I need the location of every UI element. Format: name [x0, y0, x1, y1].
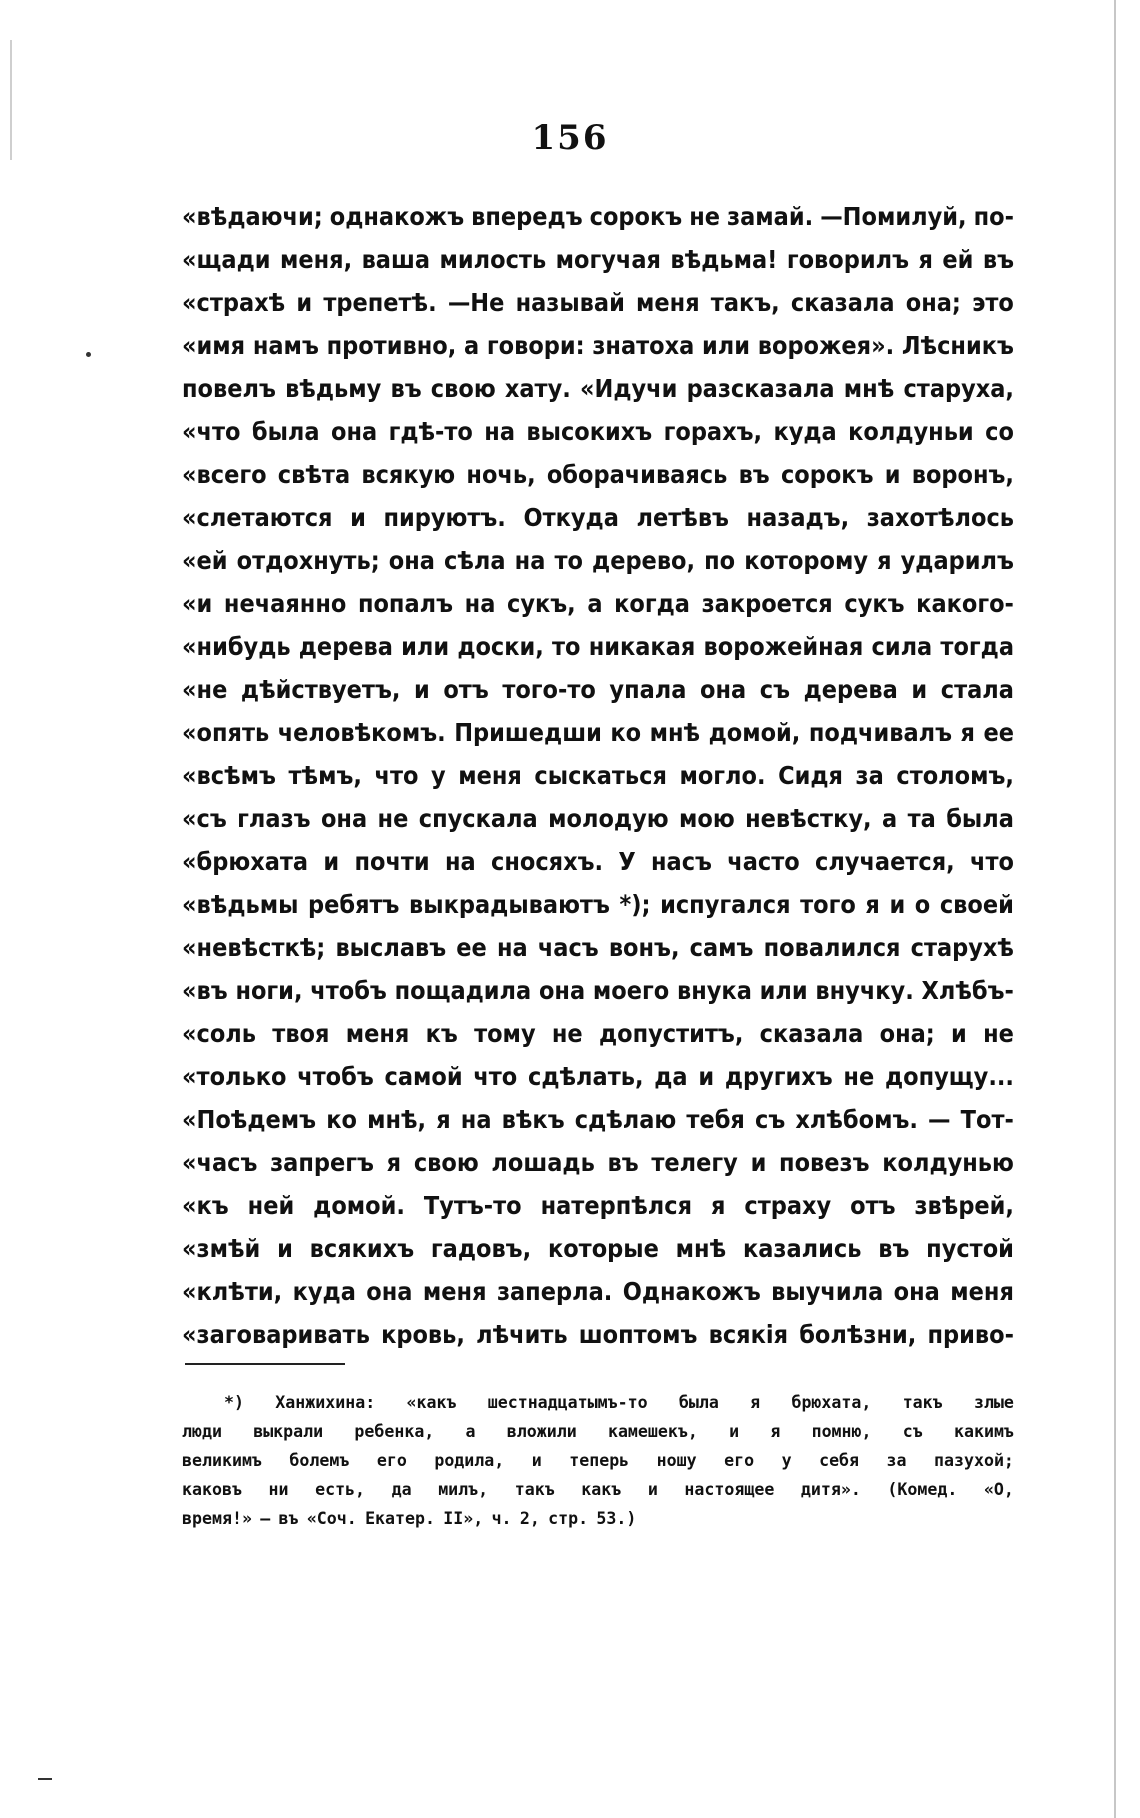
text-line: «щади меня, ваша милость могучая вѣдьма! говорилъ я ей въ: [182, 245, 1014, 274]
text-line: «слетаются и пируютъ. Откуда летѣвъ назадъ, захотѣлось: [182, 503, 1014, 532]
text-line: «Поѣдемъ ко мнѣ, я на вѣкъ сдѣлаю тебя съ хлѣбомъ. — Тот-: [182, 1105, 1014, 1134]
text-line: «къ ней домой. Тутъ-то натерпѣлся я страху отъ звѣрей,: [182, 1191, 1014, 1220]
text-line: «брюхата и почти на сносяхъ. У насъ часто случается, что: [182, 847, 1014, 876]
footnote-line: *) Ханжихина: «какъ шестнадцатымъ-то была я брюхата, такъ злые: [224, 1393, 1014, 1412]
text-line: «часъ запрегъ я свою лошадь въ телегу и повезъ колдунью: [182, 1148, 1014, 1177]
text-line: «соль твоя меня къ тому не допуститъ, сказала она; и не: [182, 1019, 1014, 1048]
footnote-line: время!» — въ «Соч. Екатер. II», ч. 2, стр. 53.): [182, 1509, 637, 1528]
footnote-block: [182, 1388, 1014, 1533]
text-line: «опять человѣкомъ. Пришедши ко мнѣ домой, подчивалъ я ее: [182, 718, 1014, 747]
text-line: «въ ноги, чтобъ пощадила она моего внука или внучку. Хлѣбъ-: [182, 976, 1014, 1005]
text-line: «не дѣйствуетъ, и отъ того-то упала она съ дерева и стала: [182, 675, 1014, 704]
text-line: «клѣти, куда она меня заперла. Однакожъ выучила она меня: [182, 1277, 1014, 1306]
footnote-line: люди выкрали ребенка, а вложили камешекъ, и я помню, съ какимъ: [182, 1422, 1014, 1441]
scan-speck: [38, 1778, 52, 1780]
main-text: [182, 195, 1014, 1356]
text-line: «вѣдаючи; однакожъ впередъ сорокъ не замай. —Помилуй, по-: [182, 202, 1014, 231]
text-line: «всего свѣта всякую ночь, оборачиваясь въ сорокъ и воронъ,: [182, 460, 1014, 489]
footnote-line: каковъ ни есть, да милъ, такъ какъ и настоящее дитя». (Комед. «О,: [182, 1480, 1014, 1499]
footnote-line: великимъ болемъ его родила, и теперь ношу его у себя за пазухой;: [182, 1451, 1014, 1470]
text-line: «заговаривать кровь, лѣчить шоптомъ всякія болѣзни, приво-: [182, 1320, 1014, 1349]
text-line: «только чтобъ самой что сдѣлать, да и другихъ не допущу...: [182, 1062, 1014, 1091]
text-line: «и нечаянно попалъ на сукъ, а когда закроется сукъ какого-: [182, 589, 1014, 618]
text-line: «страхѣ и трепетѣ. —Не называй меня такъ, сказала она; это: [182, 288, 1014, 317]
text-line: повелъ вѣдьму въ свою хату. «Идучи разсказала мнѣ старуха,: [182, 374, 1014, 403]
page-number: 156: [531, 118, 609, 158]
text-line: «что была она гдѣ-то на высокихъ горахъ, куда колдуньи со: [182, 417, 1014, 446]
scan-speck: [86, 352, 91, 357]
text-line: «всѣмъ тѣмъ, что у меня сыскаться могло. Сидя за столомъ,: [182, 761, 1014, 790]
text-line: «ей отдохнуть; она сѣла на то дерево, по которому я ударилъ: [182, 546, 1014, 575]
text-line: «съ глазъ она не спускала молодую мою невѣстку, а та была: [182, 804, 1014, 833]
text-line: «имя намъ противно, а говори: знатоха или ворожея». Лѣсникъ: [182, 331, 1014, 360]
page-edge-line: [1114, 0, 1116, 1818]
text-line: «вѣдьмы ребятъ выкрадываютъ *); испугался того я и о своей: [182, 890, 1014, 919]
text-line: «невѣсткѣ; выславъ ее на часъ вонъ, самъ повалился старухѣ: [182, 933, 1014, 962]
footnote-separator: [185, 1363, 345, 1365]
text-line: «змѣй и всякихъ гадовъ, которые мнѣ казались въ пустой: [182, 1234, 1014, 1263]
text-line: «нибудь дерева или доски, то никакая ворожейная сила тогда: [182, 632, 1014, 661]
